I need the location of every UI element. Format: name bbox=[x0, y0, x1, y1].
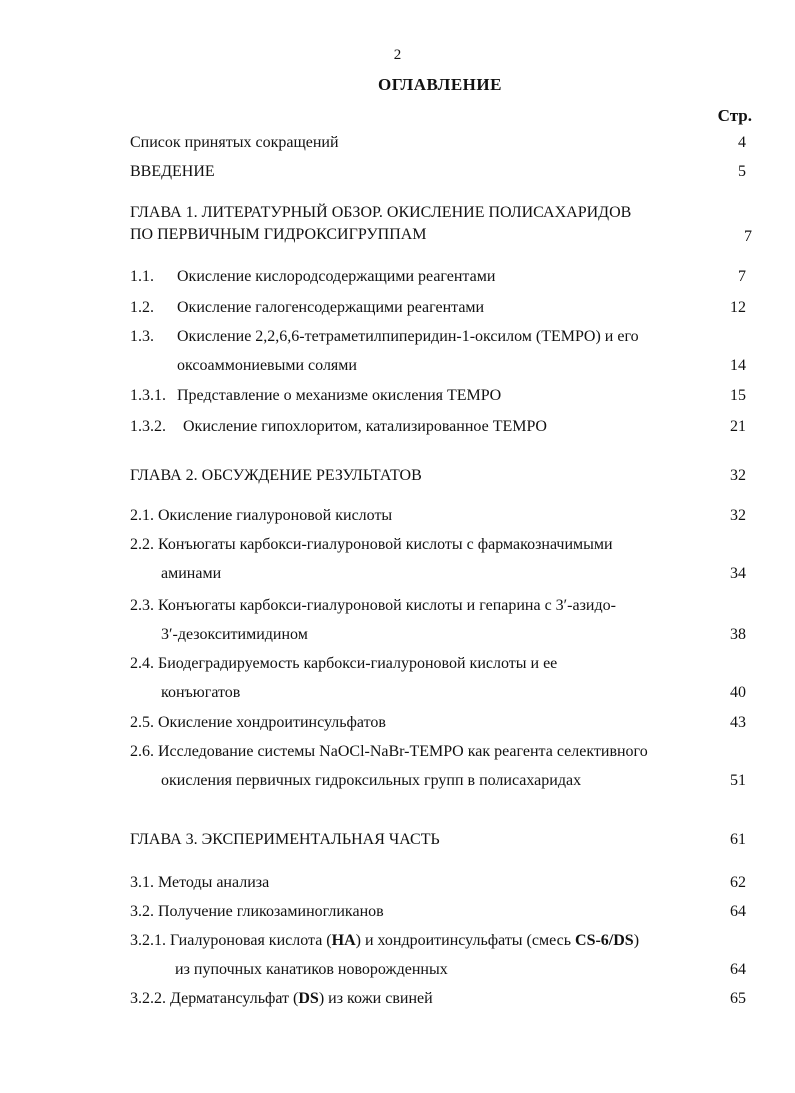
toc-entry-text-line1: 2.2. Конъюгаты карбокси-гиалуроновой кислоты с фармакозначимыми bbox=[130, 536, 613, 553]
toc-entry-text-line2: аминами bbox=[161, 565, 222, 582]
toc-entry-text: Окисление галогенсодержащими реагентами bbox=[177, 299, 485, 316]
toc-entry-page: 7 bbox=[744, 228, 752, 245]
toc-entry-number: 1.3.1. bbox=[130, 387, 166, 404]
toc-entry-page: 21 bbox=[730, 418, 746, 435]
toc-entry-page: 4 bbox=[738, 134, 746, 151]
page-column-label: Стр. bbox=[717, 106, 752, 125]
toc-entry-page: 12 bbox=[730, 299, 746, 316]
toc-entry-text bbox=[130, 990, 433, 1008]
toc-entry-text-line1: 2.6. Исследование системы NaOCl-NaBr-TEMPO как реагента селективного bbox=[130, 743, 648, 760]
page-title: ОГЛАВЛЕНИЕ bbox=[378, 75, 502, 94]
toc-entry-page: 32 bbox=[730, 507, 746, 524]
toc-entry-page: 5 bbox=[738, 163, 746, 180]
toc-entry-text-line1: ГЛАВА 1. ЛИТЕРАТУРНЫЙ ОБЗОР. ОКИСЛЕНИЕ ПОЛИСАХАРИДОВ bbox=[130, 204, 632, 221]
toc-entry-page: 62 bbox=[730, 874, 746, 891]
toc-entry-page: 64 bbox=[730, 961, 746, 978]
toc-entry-page: 64 bbox=[730, 903, 746, 920]
toc-entry-text-line2: ПО ПЕРВИЧНЫМ ГИДРОКСИГРУППАМ bbox=[130, 226, 427, 243]
text-part: 3.2.1. Гиалуроновая кислота ( bbox=[130, 932, 332, 949]
toc-entry-text: 2.5. Окисление хондроитинсульфатов bbox=[130, 714, 386, 731]
toc-entry-text: ВВЕДЕНИЕ bbox=[130, 163, 215, 180]
toc-entry-text-line1: 2.4. Биодеградируемость карбокси-гиалуроновой кислоты и ее bbox=[130, 655, 558, 672]
toc-entry-text-line1 bbox=[130, 932, 639, 950]
text-part: ) bbox=[633, 932, 640, 949]
toc-entry-text-line2: оксоаммониевыми солями bbox=[177, 357, 357, 374]
toc-entry-number: 1.3.2. bbox=[130, 418, 166, 435]
toc-entry-text-line2: конъюгатов bbox=[161, 684, 241, 701]
toc-entry-page: 15 bbox=[730, 387, 746, 404]
toc-entry-page: 14 bbox=[730, 357, 746, 374]
text-slash: / bbox=[608, 932, 614, 949]
toc-entry-page: 34 bbox=[730, 565, 746, 582]
toc-entry-text-line2: из пупочных канатиков новорожденных bbox=[175, 961, 448, 978]
abbrev-cs6: CS-6 bbox=[575, 932, 609, 949]
toc-entry-page: 32 bbox=[730, 467, 746, 484]
toc-entry-text: ГЛАВА 2. ОБСУЖДЕНИЕ РЕЗУЛЬТАТОВ bbox=[130, 467, 422, 484]
toc-entry-text-line1: 2.3. Конъюгаты карбокси-гиалуроновой кислоты и гепарина с 3′-азидо- bbox=[130, 597, 616, 614]
toc-entry-number: 1.1. bbox=[130, 268, 154, 285]
toc-entry-page: 65 bbox=[730, 990, 746, 1007]
toc-entry-text: ГЛАВА 3. ЭКСПЕРИМЕНТАЛЬНАЯ ЧАСТЬ bbox=[130, 831, 440, 848]
toc-entry-text: 2.1. Окисление гиалуроновой кислоты bbox=[130, 507, 393, 524]
text-part: ) и хондроитинсульфаты (смесь bbox=[355, 932, 576, 949]
toc-entry-page: 61 bbox=[730, 831, 746, 848]
toc-entry-text: Окисление гипохлоритом, катализированное TEMPO bbox=[183, 418, 547, 435]
abbrev-ha: HA bbox=[331, 932, 356, 949]
toc-entry-text: 3.1. Методы анализа bbox=[130, 874, 270, 891]
toc-entry-text-line2: окисления первичных гидроксильных групп в полисахаридах bbox=[161, 772, 582, 789]
text-part: 3.2.2. Дерматансульфат ( bbox=[130, 990, 299, 1007]
toc-entry-text-line2: 3′-дезокситимидином bbox=[161, 626, 308, 643]
toc-entry-page: 43 bbox=[730, 714, 746, 731]
toc-entry-page: 7 bbox=[738, 268, 746, 285]
toc-entry-page: 38 bbox=[730, 626, 746, 643]
abbrev-ds: DS bbox=[298, 990, 319, 1007]
toc-entry-number: 1.2. bbox=[130, 299, 154, 316]
page-number: 2 bbox=[393, 47, 402, 63]
toc-entry-text: Окисление кислородсодержащими реагентами bbox=[177, 268, 496, 285]
toc-entry-page: 40 bbox=[730, 684, 746, 701]
abbrev-ds: DS bbox=[613, 932, 634, 949]
toc-entry-number: 1.3. bbox=[130, 328, 154, 345]
text-part: ) из кожи свиней bbox=[318, 990, 433, 1007]
toc-entry-text: Список принятых сокращений bbox=[130, 134, 339, 151]
toc-entry-page: 51 bbox=[730, 772, 746, 789]
toc-entry-text: 3.2. Получение гликозаминогликанов bbox=[130, 903, 384, 920]
toc-entry-text: Представление о механизме окисления TEMPO bbox=[177, 387, 502, 404]
toc-entry-text-line1: Окисление 2,2,6,6-тетраметилпиперидин-1-оксилом (TEMPO) и его bbox=[177, 328, 639, 345]
